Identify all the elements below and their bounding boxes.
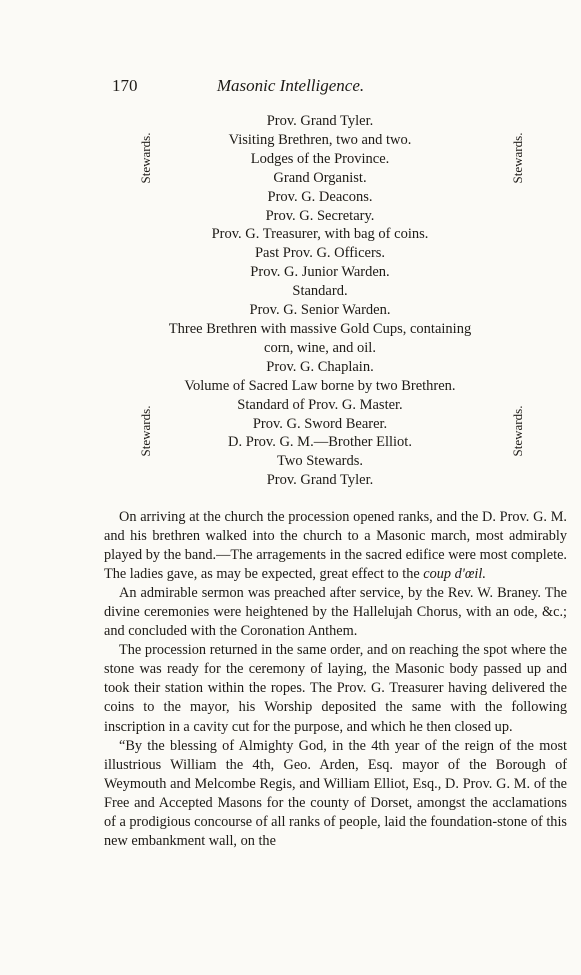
procession-line: Prov. G. Treasurer, with bag of coins.	[211, 226, 429, 243]
page-header	[0, 76, 581, 100]
procession-line: Prov. G. Deacons.	[267, 188, 373, 205]
procession-line: Prov. G. Secretary.	[265, 207, 375, 224]
paragraph-text: On arriving at the church the procession opened ranks, and the D. Prov. G. M. and his brethren walked into the church to a Masonic march, most admirably played by the band.—The arragements in the sacred edifice were most complete. The ladies gave, as may be expected, great effect to the	[104, 509, 567, 583]
procession-line: Standard of Prov. G. Master.	[237, 396, 403, 413]
running-head: Masonic Intelligence.	[216, 76, 365, 95]
procession-line: Two Stewards.	[277, 453, 363, 470]
stewards-label-upper-right: Stewards.	[510, 132, 525, 184]
procession-line: Past Prov. G. Officers.	[254, 245, 386, 262]
procession-line: Prov. Grand Tyler.	[266, 113, 374, 129]
procession-line: corn, wine, and oil.	[264, 339, 376, 356]
stewards-label-lower-right: Stewards.	[510, 405, 525, 457]
procession-line: Volume of Sacred Law borne by two Brethren.	[184, 377, 456, 394]
paragraph-return-procession: The procession returned in the same order, and on reaching the spot where the stone was ready for the ceremony of laying, the Masonic body passed up and took their station within the ropes. The Prov. G. Treasurer having delivered the coins to the mayor, his Worship deposited the same with the following inscription in a cavity cut for the purpose, and which he then closed up.	[104, 642, 567, 735]
paragraph-church-arrival	[104, 508, 567, 584]
article-body	[104, 508, 567, 851]
procession-line: Lodges of the Province.	[250, 150, 390, 167]
stewards-label-lower-left: Stewards.	[138, 405, 153, 457]
procession-line: Prov. G. Junior Warden.	[250, 264, 390, 281]
page-number: 170	[112, 76, 138, 95]
paragraph-inscription: “By the blessing of Almighty God, in the 4th year of the reign of the most illustrious William the 4th, Geo. Arden, Esq. mayor of the Borough of Weymouth and Melcombe Regis, and William Elliot, Esq., D. Prov. G. M. of the Free and Accepted Masons for the county of Dorset, amongst the acclamations of a prodigious concourse of all ranks of people, laid the foundation-stone of this new embankment wall, on the	[104, 737, 567, 849]
procession-line: Prov. Grand Tyler.	[266, 472, 374, 489]
procession-line: Three Brethren with massive Gold Cups, containing	[168, 320, 472, 337]
procession-line: Prov. G. Senior Warden.	[249, 302, 391, 319]
procession-line: Prov. G. Chaplain.	[266, 358, 374, 375]
procession-line: Visiting Brethren, two and two.	[228, 131, 412, 148]
procession-order-list	[130, 112, 510, 490]
procession-line: D. Prov. G. M.—Brother Elliot.	[228, 434, 412, 451]
procession-line: Standard.	[292, 283, 348, 300]
paragraph-sermon: An admirable sermon was preached after service, by the Rev. W. Braney. The divine ceremonies were heightened by the Hallelujah Chorus, with an ode, &c.; and concluded with the Coronation Anthem.	[104, 585, 567, 640]
procession-line: Prov. G. Sword Bearer.	[252, 415, 388, 432]
italic-phrase: coup d'œil.	[423, 566, 486, 583]
procession-line: Grand Organist.	[273, 169, 367, 186]
stewards-label-upper-left: Stewards.	[138, 132, 153, 184]
